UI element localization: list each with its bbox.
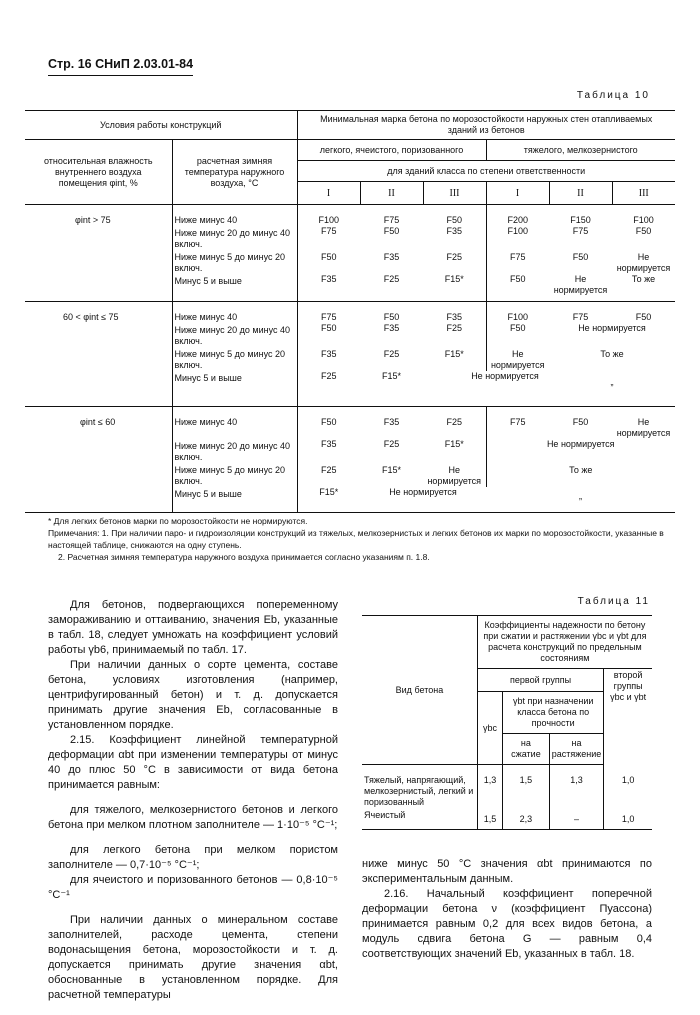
- table-cell: Не нормируется: [360, 487, 486, 513]
- note-star: * Для легких бетонов марки по морозостойкости не нормируются.: [48, 516, 308, 526]
- note-1: Примечания: 1. При наличии паро- и гидроизоляции конструкций из тяжелых, мелкозернистых и легких бетонов их марки по морозостойкости, указанные в настоящей таблице, снижаются на одну ступень.: [48, 528, 664, 550]
- header-light-concrete: легкого, ячеистого, поризованного: [297, 140, 486, 161]
- table11-caption: Таблица 11: [577, 596, 650, 607]
- temp-row-label: Ниже минус 40: [172, 205, 297, 227]
- table-cell: То же: [569, 465, 593, 475]
- table-cell: F25: [423, 323, 486, 347]
- table-cell: То же: [600, 349, 624, 359]
- table10-caption: Таблица 10: [576, 90, 650, 101]
- table-cell: F75: [509, 252, 526, 262]
- humidity-group-label: φint ≤ 60: [25, 407, 172, 513]
- header-heavy-concrete: тяжелого, мелкозернистого: [486, 140, 675, 161]
- table-cell: –: [549, 809, 604, 830]
- table-cell: F15*: [360, 371, 423, 407]
- temp-row-label: Минус 5 и выше: [172, 371, 297, 407]
- page-header: Стр. 16 СНиП 2.03.01-84: [48, 57, 194, 71]
- table-cell: Не нормируется: [423, 371, 549, 407]
- table-cell: F100: [507, 226, 528, 236]
- table-cell: F15*: [297, 487, 360, 513]
- table-cell: F75: [320, 226, 337, 236]
- header-coefficients: Коэффициенты надежности по бетону при сжатии и растяжении γbc и γbt для расчета конструкций по предельным состояниям: [477, 616, 652, 669]
- table-cell: F35: [423, 226, 486, 250]
- table-cell: F35: [297, 274, 360, 302]
- table10-notes: [48, 515, 683, 563]
- paragraph: При наличии данных о сорте цемента, составе бетона, условиях изготовления (например, центрифугированный бетон) и т. д. допускается принимать другие значения Eb, согласованные в установленном порядке.: [48, 659, 338, 731]
- table-row-label: Тяжелый, напрягающий, мелкозернистый, легкий и поризованный: [362, 765, 477, 810]
- table-cell: F50: [423, 205, 486, 227]
- table-cell: F75: [383, 215, 400, 225]
- class-roman: I: [486, 182, 549, 205]
- table-cell: F25: [383, 349, 400, 359]
- header-conditions: Условия работы конструкций: [25, 111, 297, 140]
- paragraph: для легкого бетона при мелком пористом заполнителе — 0,7·10⁻⁵ °С⁻¹;: [48, 844, 338, 871]
- table-cell: F15*: [381, 465, 401, 475]
- table-cell: F25: [423, 250, 486, 274]
- table-row-label: Ячеистый: [362, 809, 477, 830]
- table-cell: F75: [320, 312, 337, 322]
- temp-row-label: Минус 5 и выше: [172, 274, 297, 302]
- table-cell: F100: [633, 215, 654, 225]
- table-cell: F50: [320, 417, 337, 427]
- table-cell: F50: [383, 226, 400, 236]
- temp-row-label: Ниже минус 5 до минус 20 включ.: [172, 463, 297, 487]
- table-cell: F15*: [423, 347, 486, 371]
- table-cell: F25: [360, 274, 423, 302]
- temp-row-label: Ниже минус 5 до минус 20 включ.: [172, 347, 297, 371]
- table-cell: F100: [507, 312, 528, 322]
- table-cell: 2,3: [503, 809, 550, 830]
- class-roman: III: [423, 182, 486, 205]
- temp-row-label: Ниже минус 20 до минус 40 включ.: [172, 323, 297, 347]
- table-cell: Не нормируется: [616, 252, 671, 273]
- table-cell: F50: [320, 323, 337, 333]
- table-cell: 1,3: [477, 765, 502, 810]
- temp-row-label: Ниже минус 20 до минус 40 включ.: [172, 439, 297, 463]
- table-cell: 1,3: [549, 765, 604, 810]
- table-cell: F25: [297, 371, 360, 407]
- table-cell: F75: [572, 226, 589, 236]
- paragraph: для ячеистого и поризованного бетонов — 0,8·10⁻⁵ °С⁻¹: [48, 874, 338, 901]
- table-cell: F15*: [423, 439, 486, 463]
- table-cell: F35: [320, 349, 337, 359]
- temp-row-label: Минус 5 и выше: [172, 487, 297, 513]
- temp-row-label: Ниже минус 40: [172, 302, 297, 324]
- paragraph: 2.15. Коэффициент линейной температурной деформации αbt при изменении температуры от минус 40 до плюс 50 °С в зависимости от вида бетона принимается равным:: [48, 734, 338, 791]
- header-second-group: второй группы γbc и γbt: [610, 670, 647, 702]
- header-concrete-type: Вид бетона: [362, 616, 477, 765]
- table-cell: F75: [572, 312, 589, 322]
- table-cell: F50: [635, 226, 652, 236]
- text-column-left: [48, 598, 338, 1003]
- header-min-grade: Минимальная марка бетона по морозостойкости наружных стен отапливаемых зданий из бетонов: [297, 111, 675, 140]
- table-cell: F50: [383, 312, 400, 322]
- table-cell: F25: [320, 465, 337, 475]
- table-10: [25, 110, 675, 513]
- table-cell: Не нормируется: [423, 463, 486, 487]
- table-cell: Не нормируется: [490, 349, 545, 370]
- table-cell: 1,5: [503, 765, 550, 810]
- table-cell: F25: [423, 407, 486, 440]
- table-cell: Не нормируется: [546, 439, 615, 449]
- paragraph: При наличии данных о минеральном составе заполнителей, расходе цемента, степени водонасыщения бетона, морозостойкости и т. д. допускается принимать другие значения αbt, обоснованные в установленном порядке. Для расчетной температуры: [48, 914, 338, 1001]
- header-building-class: для зданий класса по степени ответственности: [297, 161, 675, 182]
- class-roman: III: [612, 182, 675, 205]
- table-cell: F75: [509, 417, 526, 427]
- table-cell: F50: [486, 274, 549, 302]
- header-temperature: расчетная зимняя температура наружного воздуха, °С: [172, 140, 297, 205]
- table-cell: F50: [320, 252, 337, 262]
- paragraph: Для бетонов, подвергающихся попеременному замораживанию и оттаиванию, значения Eb, указанные в табл. 18, следует умножать на коэффициент условий работы γb6, принимаемый по табл. 17.: [48, 599, 338, 656]
- table-cell: То же: [612, 274, 675, 302]
- paragraph: ниже минус 50 °С значения αbt принимаются по экспериментальным данным.: [362, 858, 652, 885]
- table-cell: F100: [318, 215, 339, 225]
- table-cell: 1,5: [477, 809, 502, 830]
- table-cell: F50: [572, 252, 589, 262]
- table-cell: F35: [320, 439, 337, 449]
- table-cell: F50: [572, 417, 589, 427]
- table-cell: F35: [383, 417, 400, 427]
- class-roman: II: [549, 182, 612, 205]
- humidity-group-label: φint > 75: [25, 205, 172, 302]
- note-2: 2. Расчетная зимняя температура наружного воздуха принимается согласно указаниям п. 1.8.: [58, 552, 430, 562]
- table-cell: Не нормируется: [578, 323, 646, 333]
- table-cell: F150: [570, 215, 591, 225]
- humidity-group-label: 60 < φint ≤ 75: [25, 302, 172, 407]
- table-cell: 1,0: [621, 774, 635, 785]
- temp-row-label: Ниже минус 5 до минус 20 включ.: [172, 250, 297, 274]
- header-first-group: первой группы: [477, 669, 603, 692]
- table-cell: F50: [509, 323, 526, 333]
- table-cell: F25: [383, 439, 400, 449]
- header-humidity: относительная влажность внутреннего воздуха помещения φint, %: [25, 140, 172, 205]
- table-cell: F35: [383, 252, 400, 262]
- table-cell: Не нормируется: [549, 274, 612, 302]
- table-cell: F35: [423, 302, 486, 324]
- header-gbt: γbt при назначении класса бетона по прочности: [503, 692, 604, 734]
- temp-row-label: Ниже минус 20 до минус 40 включ.: [172, 226, 297, 250]
- table-cell: 1,0: [604, 809, 652, 830]
- header-rule: [48, 75, 193, 76]
- table-cell: F35: [383, 323, 400, 333]
- table-cell: Не нормируется: [616, 417, 671, 438]
- header-gbc: γbc: [477, 692, 502, 765]
- paragraph: для тяжелого, мелкозернистого бетонов и легкого бетона при мелком плотном заполнителе — 1·10⁻⁵ °С⁻¹;: [48, 804, 338, 831]
- table-cell: F15*: [423, 274, 486, 302]
- temp-row-label: Ниже минус 40: [172, 407, 297, 440]
- table-cell: F50: [635, 312, 652, 322]
- header-compression: на сжатие: [503, 734, 550, 765]
- class-roman: II: [360, 182, 423, 205]
- paragraph: 2.16. Начальный коэффициент поперечной деформации бетона ν (коэффициент Пуассона) принимается равным 0,2 для всех видов бетона, а модуль сдвига бетона G — равным 0,4 соответствующих значений Eb, указанных в табл. 18.: [362, 888, 652, 960]
- header-tension: на растяжение: [549, 734, 604, 765]
- class-roman: I: [297, 182, 360, 205]
- table-11: [362, 615, 652, 830]
- table-cell: „: [549, 371, 675, 407]
- table-cell: F200: [507, 215, 528, 225]
- text-column-right: [362, 857, 652, 962]
- table-cell: „: [486, 487, 675, 513]
